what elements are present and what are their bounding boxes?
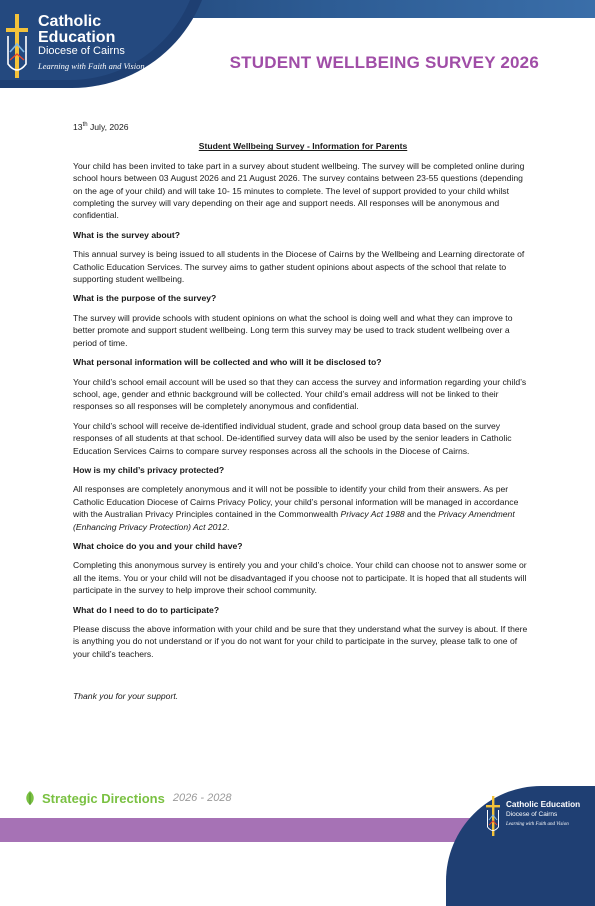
org-tagline: Learning with Faith and Vision: [38, 61, 145, 71]
paragraph-personal-information-2: Your child’s school will receive de-identified individual student, grade and school group data based on the survey responses of all students at that school. De-identified survey data will also be used by the senior leaders in Catholic Education Services Cairns to compare survey responses across all the schools in the Diocese of Cairns.: [73, 420, 512, 456]
paragraph-purpose: The survey will provide schools with student opinions on what the school is doing well and what they can improve to better promote and support student wellbeing. Long term this survey may be used to track student wellbeing over a period of time.: [73, 312, 513, 348]
document-title: STUDENT WELLBEING SURVEY 2026: [229, 53, 539, 72]
footer-org-name: Catholic Education: [506, 800, 581, 809]
paragraph-participate: Please discuss the above information with your child and be sure that they understand what the survey is about. If there is anything you do not understand or if you do not want for your child to participate in the survey, please talk to one of your child’s teachers.: [73, 624, 528, 659]
cross-logo-icon: [6, 14, 28, 78]
closing-thanks: Thank you for your support.: [73, 691, 179, 702]
heading-participate: What do I need to do to participate?: [73, 604, 220, 615]
letter-subject: Student Wellbeing Survey - Information for Parents: [198, 141, 408, 152]
intro-paragraph: Your child has been invited to take part in a survey about student wellbeing. The survey will be completed online during school hours between 03 August 2026 and 21 August 2026. The survey contains between 23-55 questions (depending on the age of your child) and will take 10- 15 minutes to complete. The level of support provided to your child whilst completing the survey will vary depending on their age and support needs. All responses will be anonymous and confidential.: [73, 160, 525, 221]
footer-org-tagline: Learning with Faith and Vision: [506, 822, 569, 827]
paragraph-survey-about: This annual survey is being issued to all students in the Diocese of Cairns by the Wellbeing and Learning directorate of Catholic Education Services. The survey aims to gather student opinions about aspects of the school that relate to supporting student wellbeing.: [73, 249, 525, 285]
letter-date: 13th July, 2026: [73, 122, 129, 132]
paragraph-privacy: All responses are completely anonymous and it will not be possible to identify your child from their answers. As per Catholic Education Diocese of Cairns Privacy Policy, your child’s personal information will be managed in accordance with the Australian Privacy Principles contained in the Commonwealth Privacy Act 1988 and the Privacy Amendment (Enhancing Privacy Protection) Act 2012.: [73, 484, 519, 532]
strategic-directions-label: Strategic Directions: [42, 790, 165, 806]
heading-personal-information: What personal information will be collected and who will it be disclosed to?: [73, 357, 382, 368]
org-name: Catholic Education: [38, 13, 116, 46]
heading-choice: What choice do you and your child have?: [73, 540, 243, 551]
strategic-directions: [24, 790, 232, 806]
heading-purpose: What is the purpose of the survey?: [73, 293, 217, 304]
leaf-icon: [24, 790, 36, 806]
footer-cross-logo-icon: [486, 796, 500, 836]
letter-body: [73, 121, 533, 710]
paragraph-choice: Completing this anonymous survey is entirely you and your child’s choice. Your child can choose not to answer some or all the items. You or your child will not be disadvantaged if you choose not to participate. It is hoped that all students will participate in the survey to help improve their school community.: [73, 560, 527, 596]
footer-org-subtitle: Diocese of Cairns: [506, 811, 558, 818]
heading-privacy: How is my child’s privacy protected?: [73, 464, 225, 475]
heading-survey-about: What is the survey about?: [73, 229, 180, 240]
paragraph-personal-information-1: Your child’s school email account will be used so that they can access the survey and information regarding your child’s school, age, gender and ethnic background will be collected. Your child’s email address will not be linked to their responses so all responses will be completely anonymous and confidential.: [73, 376, 527, 412]
org-subtitle: Diocese of Cairns: [38, 45, 125, 57]
strategic-directions-years: 2026 - 2028: [172, 792, 232, 804]
